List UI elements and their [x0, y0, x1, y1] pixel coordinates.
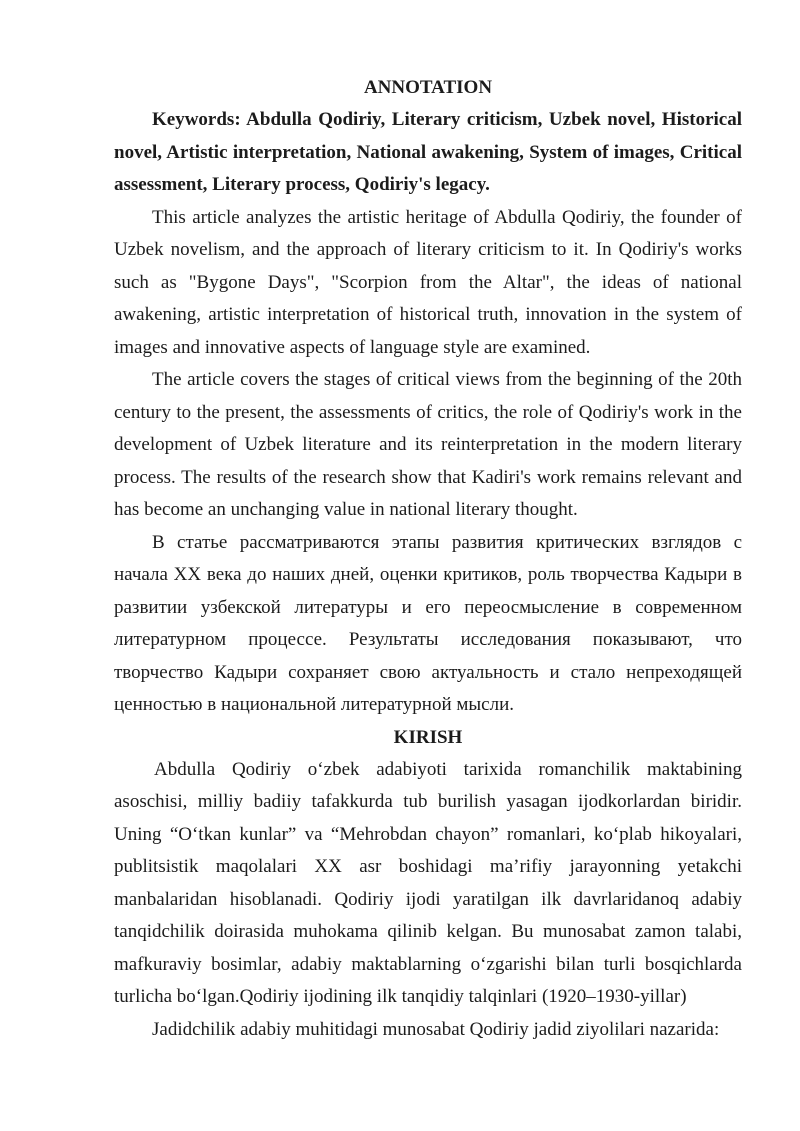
kirish-heading: KIRISH [393, 726, 463, 748]
kirish-paragraph-1: Abdulla Qodiriy o‘zbek adabiyoti tarixida romanchilik maktabining asoschisi, milliy badiiy tafakkurda tub burilish yasagan ijodkorlardan biridir. Uning “O‘tkan kunlar” va “Mehrobdan chayon” romanlari, ko‘plab hikoyalari, publitsistik maqolalari XX asr boshidagi ma’rifiy jarayonning yetakchi manbalaridan hisoblanadi. Qodiriy ijodi yaratilgan ilk davrlaridanoq adabiy tanqidchilik doirasida muhokama qilinib kelgan. Bu munosabat zamon talabi, mafkuraviy bosimlar, adabiy maktablarning o‘zgarishi bilan turli bosqichlarda turlicha bo‘lgan.Qodiriy ijodining ilk tanqidiy talqinlari (1920–1930-yillar) [114, 758, 742, 1007]
abstract-en-paragraph-1: This article analyzes the artistic heritage of Abdulla Qodiriy, the founder of Uzbek novelism, and the approach of literary criticism to it. In Qodiriy's works such as "Bygone Days", "Scorpion from the Altar", the ideas of national awakening, artistic interpretation of historical truth, innovation in the system of images and innovative aspects of language style are examined. [114, 206, 742, 358]
annotation-heading: ANNOTATION [363, 77, 493, 98]
page-content [114, 74, 742, 1046]
keywords-paragraph: Keywords: Abdulla Qodiriy, Literary criticism, Uzbek novel, Historical novel, Artistic interpretation, National awakening, System of images, Critical assessment, Literary process, Qodiriy's legacy. [114, 109, 742, 195]
abstract-en-paragraph-2: The article covers the stages of critical views from the beginning of the 20th century to the present, the assessments of critics, the role of Qodiriy's work in the development of Uzbek literature and its reinterpretation in the modern literary process. The results of the research show that Kadiri's work remains relevant and has become an unchanging value in national literary thought. [114, 369, 742, 520]
kirish-paragraph-2: Jadidchilik adabiy muhitidagi munosabat Qodiriy jadid ziyolilari nazarida: [152, 1018, 720, 1040]
abstract-ru-paragraph: В статье рассматриваются этапы развития критических взглядов с начала XX века до наших дней, оценки критиков, роль творчества Кадыри в развитии узбекской литературы и его переосмысление в современном литературном процессе. Результаты исследования показывают, что творчество Кадыри сохраняет свою актуальность и стало непреходящей ценностью в национальной литературной мысли. [114, 531, 742, 715]
